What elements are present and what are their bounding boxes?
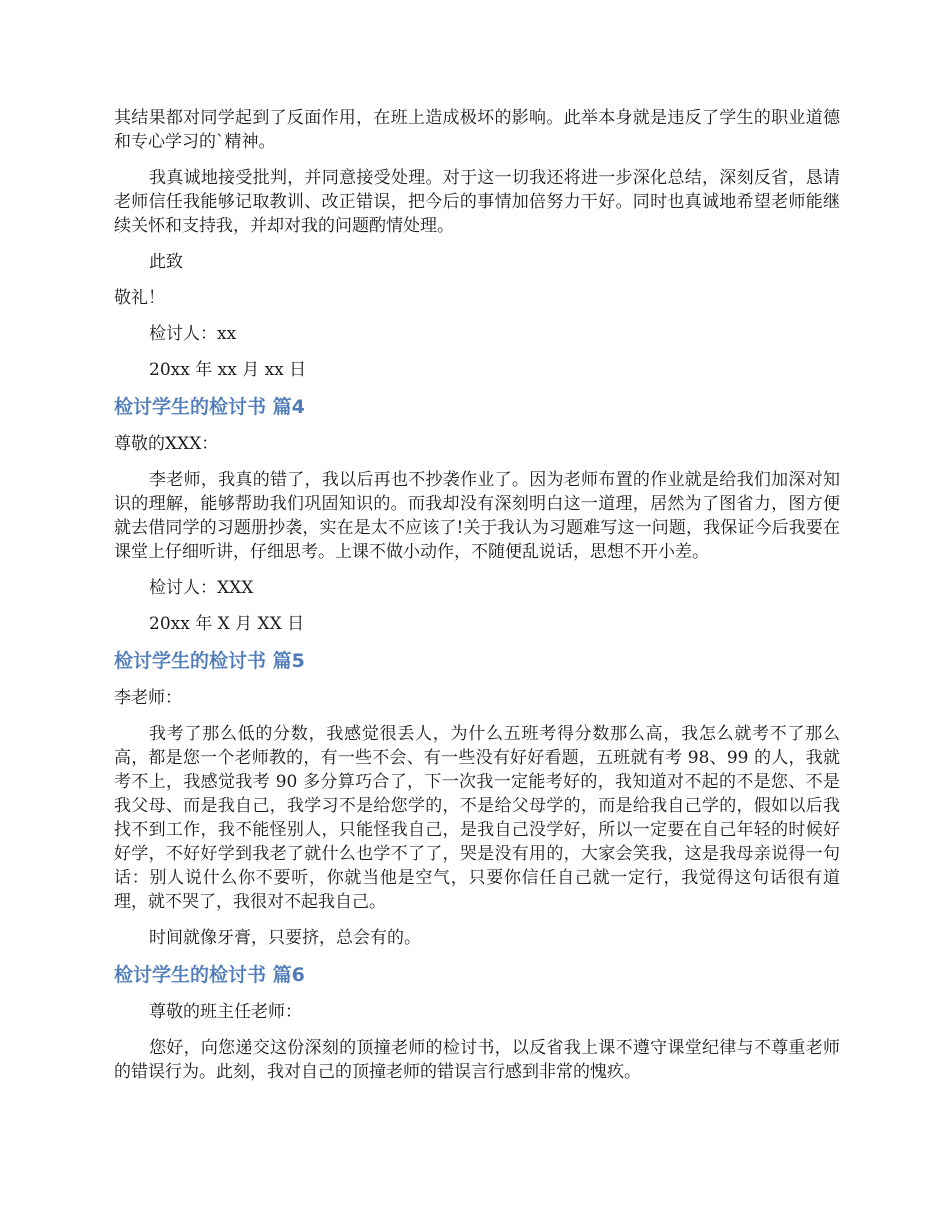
paragraph-consequence: 其结果都对同学起到了反面作用，在班上造成极坏的影响。此举本身就是违反了学生的职业道德和专心学习的`精神。 xyxy=(114,108,840,152)
date-line: 20xx 年 xx 月 xx 日 xyxy=(149,360,307,380)
paragraph-acceptance: 我真诚地接受批判，并同意接受处理。对于这一切我还将进一步深化总结，深刻反省，恳请老师信任我能够记取教训、改正错误，把今后的事情加倍努力干好。同时也真诚地希望老师能继续关怀和支持我，并却对我的问题酌情处理。 xyxy=(114,168,840,236)
closing-jingli: 敬礼！ xyxy=(114,288,165,308)
salutation-5: 李老师： xyxy=(114,688,182,708)
date-4: 20xx 年 X 月 XX 日 xyxy=(149,614,305,634)
body-6: 您好，向您递交这份深刻的顶撞老师的检讨书，以反省我上课不遵守课堂纪律与不尊重老师的错误行为。此刻，我对自己的顶撞老师的错误言行感到非常的愧疚。 xyxy=(114,1038,840,1082)
section-heading-4: 检讨学生的检讨书 篇4 xyxy=(114,396,305,418)
section-heading-5: 检讨学生的检讨书 篇5 xyxy=(114,650,305,672)
signer-4: 检讨人：XXX xyxy=(149,578,254,598)
section-heading-6: 检讨学生的检讨书 篇6 xyxy=(114,964,305,986)
closing-5: 时间就像牙膏，只要挤，总会有的。 xyxy=(149,928,421,948)
salutation-6: 尊敬的班主任老师： xyxy=(149,1002,302,1022)
closing-cizhi: 此致 xyxy=(149,252,183,272)
body-5: 我考了那么低的分数，我感觉很丢人，为什么五班考得分数那么高，我怎么就考不了那么高，都是您一个老师教的，有一些不会、有一些没有好好看题，五班就有考 98、99 的人，我就考不上，我感觉我考 90 多分算巧合了，下一次我一定能考好的，我知道对不起的不是您、不是我父母、而是我自己，我学习不是给您学的，不是给父母学的，而是给我自己学的，假如以后我找不到工作，我不能怪别人，只能怪我自己，是我自己没学好，所以一定要在自己年轻的时候好好学，不好好学到我老了就什么也学不了了，哭是没有用的，大家会笑我，这是我母亲说得一句话：别人说什么你不要听，你就当他是空气，只要你信任自己就一定行，我觉得这句话很有道理，就不哭了，我很对不起我自己。 xyxy=(114,724,840,912)
salutation-4: 尊敬的XXX： xyxy=(114,434,219,454)
signer-line: 检讨人：xx xyxy=(149,324,237,344)
body-4: 李老师，我真的错了，我以后再也不抄袭作业了。因为老师布置的作业就是给我们加深对知识的理解，能够帮助我们巩固知识的。而我却没有深刻明白这一道理，居然为了图省力，图方便就去借同学的习题册抄袭，实在是太不应该了!关于我认为习题难写这一问题，我保证今后我要在课堂上仔细听讲，仔细思考。上课不做小动作，不随便乱说话，思想不开小差。 xyxy=(114,470,840,562)
document-page xyxy=(114,106,840,1096)
